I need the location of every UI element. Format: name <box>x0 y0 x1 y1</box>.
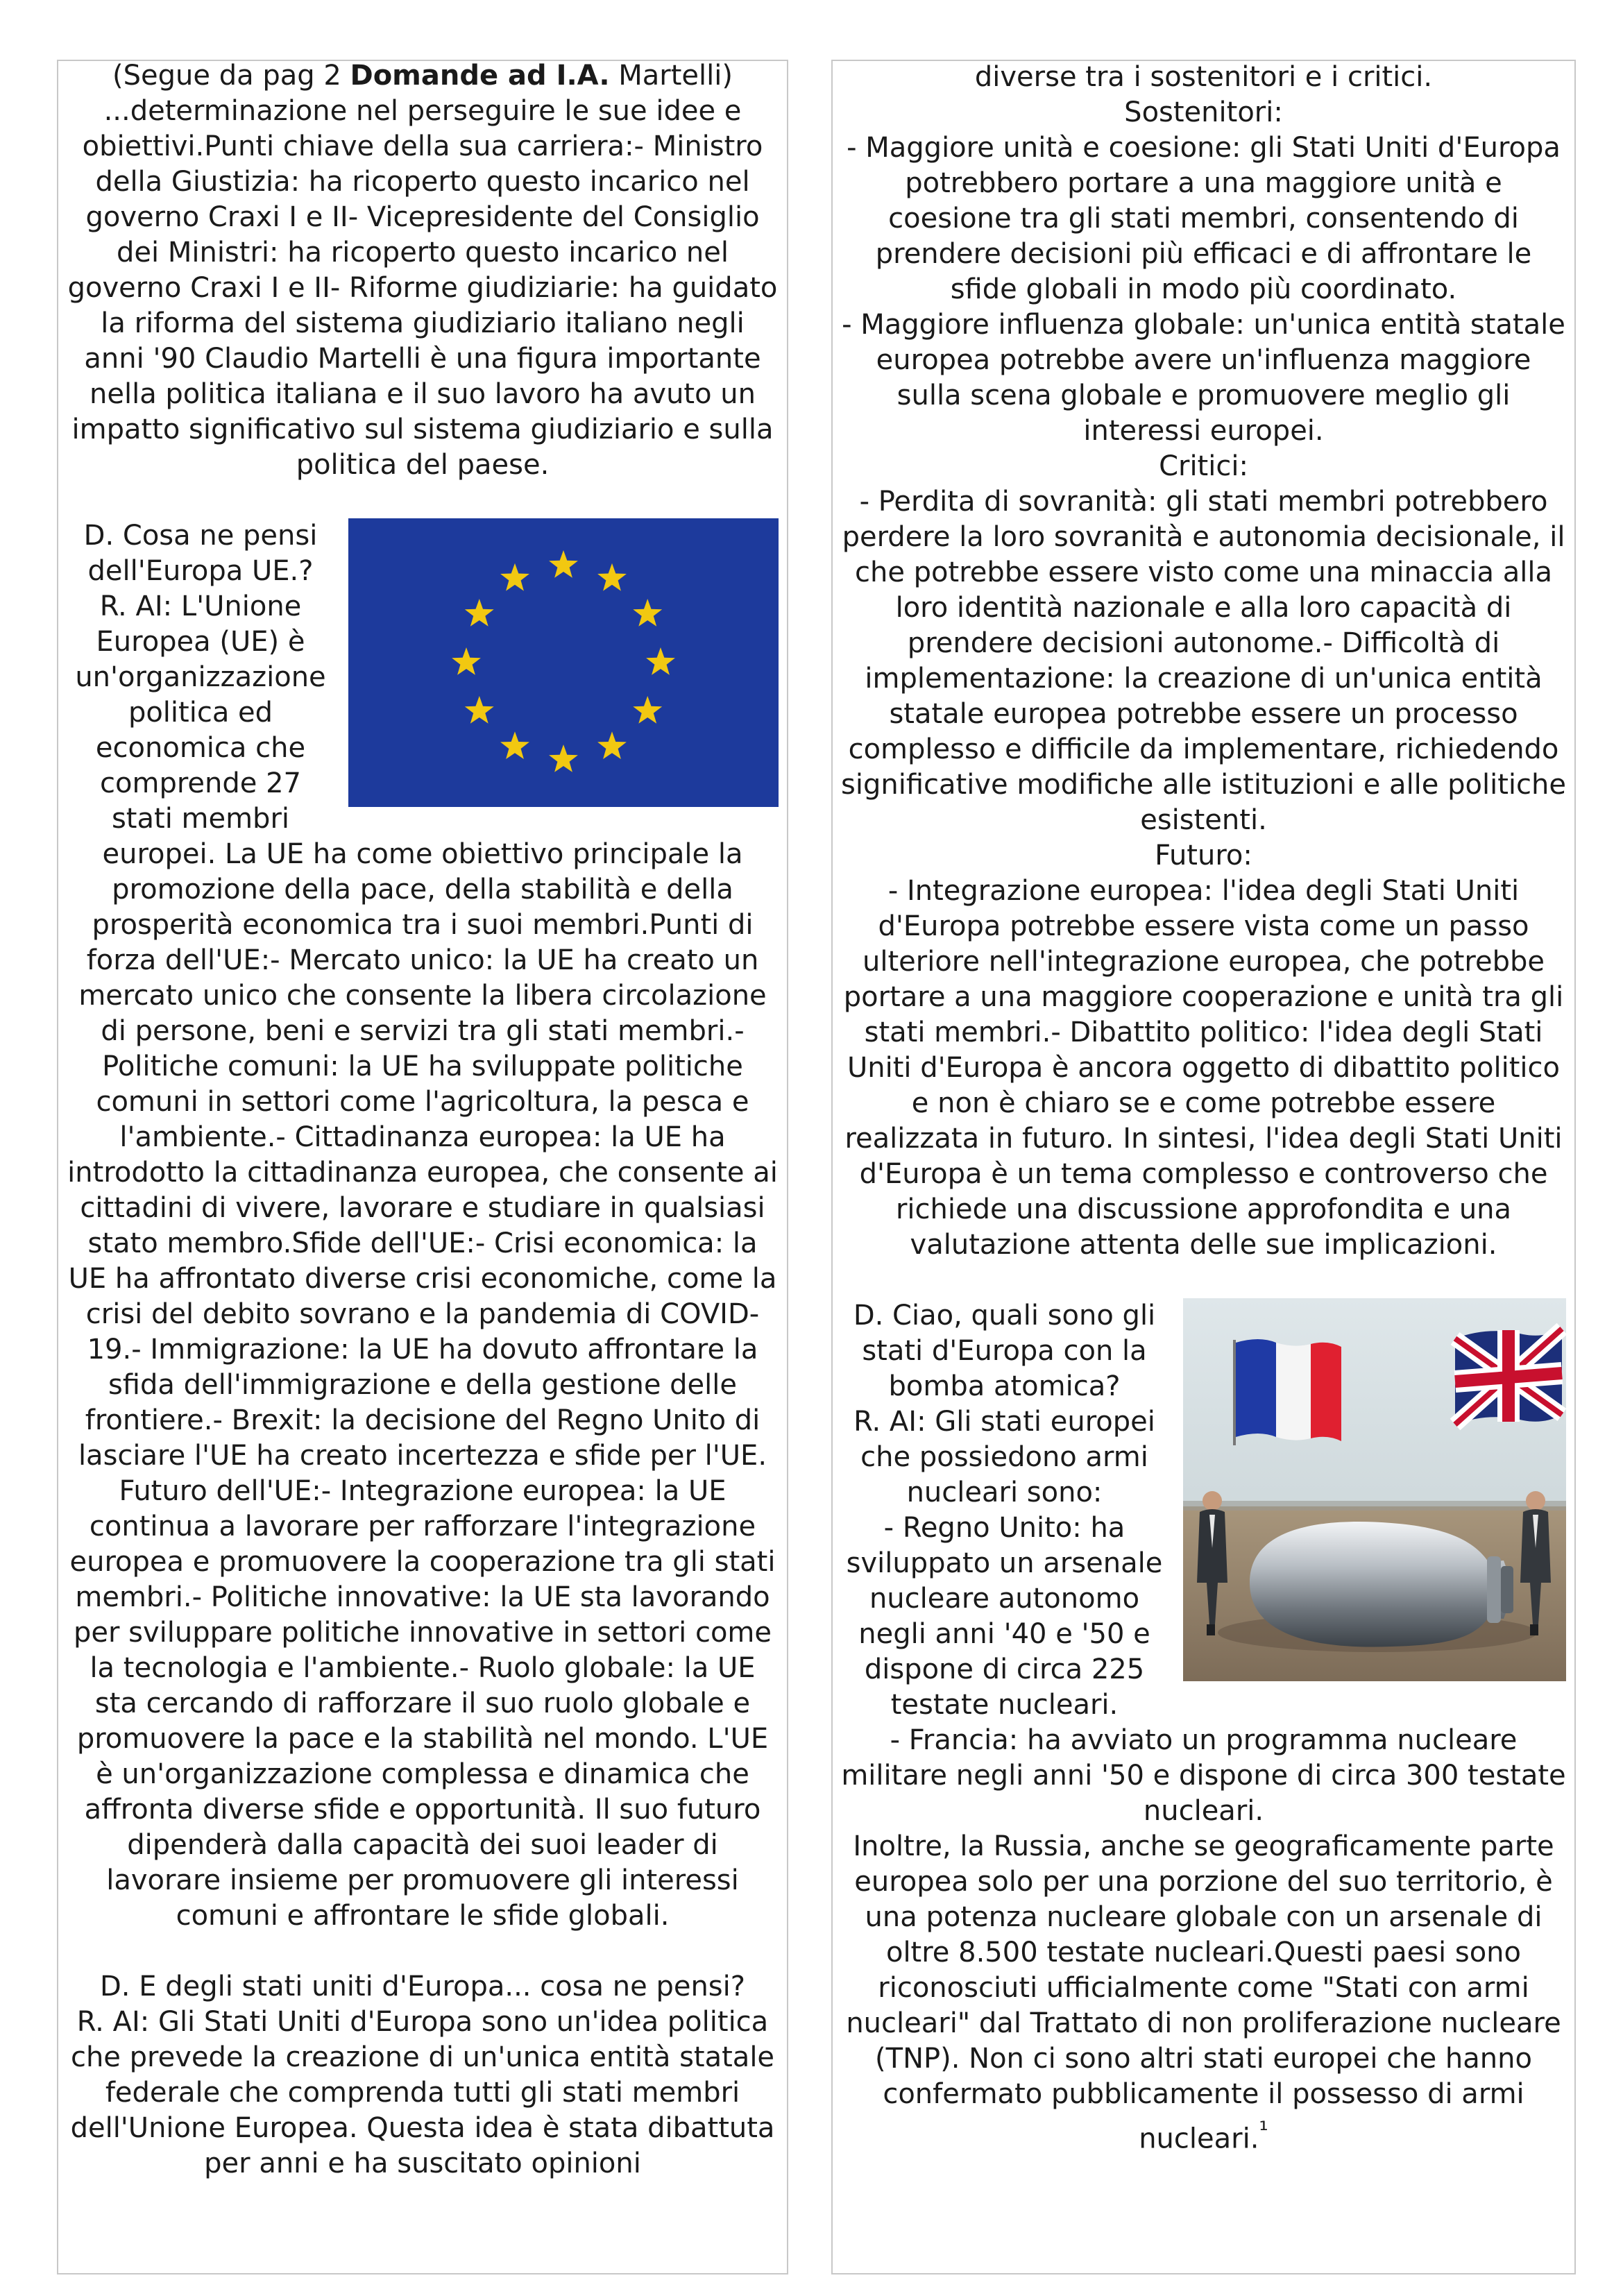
answer-continuation: diverse tra i sostenitori e i critici. <box>974 61 1433 93</box>
nuclear-illustration-svg <box>1183 1298 1566 1681</box>
answer-france: - Francia: ha avviato un programma nucleare militare negli anni '50 e dispone di circa 300 testate nucleari. <box>841 1724 1566 1827</box>
continuation-header <box>67 60 779 94</box>
question-usa-europe: D. E degli stati uniti d'Europa... cosa ne pensi? <box>100 1971 745 2002</box>
eu-flag-image <box>348 518 779 810</box>
eu-flag-svg <box>348 518 779 807</box>
answer-eu: R. AI: L'Unione Europea (UE) è un'organizzazione politica ed economica che comprende 27 stati membri europei. La UE ha come obiettivo principale la promozione della pace, della stabilità e della prosperità economica tra i suoi membri.Punti di forza dell'UE:- Mercato unico: la UE ha creato un mercato unico che consente la libera circolazione di persone, beni e servizi tra gli stati membri.- Politiche comuni: la UE ha sviluppate politiche comuni in settori come l'agricoltura, la pesca e l'ambiente.- Cittadinanza europea: la UE ha introdotto la cittadinanza europea, che consente ai cittadini di vivere, lavorare e studiare in qualsiasi stato membro.Sfide dell'UE:- Crisi economica: la UE ha affrontato diverse crisi economiche, come la crisi del debito sovrano e la pandemia di COVID-19.- Immigrazione: la UE ha dovuto affrontare la sfida dell'immigrazione e della gestione delle frontiere.- Brexit: la decisione del Regno Unito di lasciare l'UE ha creato incertezza e sfide per l'UE. Futuro dell'UE:- Integrazione europea: la UE continua a lavorare per rafforzare l'integrazione europea e promuovere la cooperazione tra gli stati membri.- Politiche innovative: la UE sta lavorando per sviluppare politiche innovative in settori come la tecnologia e l'ambiente.- Ruolo globale: la UE sta cercando di rafforzare il suo ruolo globale e promuovere la pace e la stabilità nel mondo. L'UE è un'organizzazione complessa e dinamica che affronta diverse sfide e opportunità. Il suo futuro dipenderà dalla capacità dei suoi leader di lavorare insieme per promuovere gli interessi comuni e affrontare le sfide globali. <box>67 590 778 1932</box>
critici-points: - Perdita di sovranità: gli stati membri potrebbero perdere la loro sovranità e autonomia decisionale, il che potrebbe essere visto come una minaccia alla loro identità nazionale e alla loro capacità di prendere decisioni autonome.- Difficoltà di implementazione: la creazione di un'unica entità statale europea potrebbe essere un processo complesso e difficile da implementare, richiedendo significative modifiche alle istituzioni e alle politiche esistenti. <box>841 486 1566 836</box>
question-nuclear: D. Ciao, quali sono gli stati d'Europa con la bomba atomica? <box>853 1300 1156 1402</box>
header-suffix: Martelli) <box>609 60 733 92</box>
sostenitori-heading: Sostenitori: <box>1124 96 1283 128</box>
answer-nuclear-intro: R. AI: Gli stati europei che possiedono armi nucleari sono: <box>853 1406 1155 1508</box>
french-flag-icon <box>1234 1339 1341 1445</box>
left-column <box>57 60 788 2274</box>
answer-usa-europe: R. AI: Gli Stati Uniti d'Europa sono un'idea politica che prevede la creazione di un'unica entità statale federale che comprenda tutti gli stati membri dell'Unione Europea. Questa idea è stata dibattuta per anni e ha suscitato opinioni <box>70 2006 775 2179</box>
sostenitori-point-1: - Maggiore unità e coesione: gli Stati Uniti d'Europa potrebbero portare a una maggiore unità e coesione tra gli stati membri, consentendo di prendere decisioni più efficaci e di affrontare le sfide globali in modo più coordinato. <box>847 132 1561 305</box>
footnote-mark: ¹ <box>1259 2116 1268 2143</box>
right-column <box>831 60 1576 2274</box>
critici-heading: Critici: <box>1159 450 1248 482</box>
nuclear-illustration <box>1183 1298 1566 1684</box>
header-bold: Domande ad I.A. <box>350 60 610 92</box>
answer-closing: Inoltre, la Russia, anche se geograficamente parte europea solo per una porzione del suo territorio, è una potenza nucleare globale con un arsenale di oltre 8.500 testate nucleari.Questi paesi sono riconosciuti ufficialmente come "Stati con armi nucleari" dal Trattato di non proliferazione nucleare (TNP). Non ci sono altri stati europei che hanno confermato pubblicamente il possesso di armi nucleari. <box>846 1830 1561 2155</box>
question-eu: D. Cosa ne pensi dell'Europa UE.? <box>83 520 318 587</box>
uk-flag-icon <box>1455 1329 1562 1425</box>
martelli-intro: ...determinazione nel perseguire le sue idee e obiettivi.Punti chiave della sua carriera:- Ministro della Giustizia: ha ricoperto questo incarico nel governo Craxi I e II- Vicepresidente del Consiglio dei Ministri: ha ricoperto questo incarico nel governo Craxi I e II- Riforme giudiziarie: ha guidato la riforma del sistema giudiziario italiano negli anni '90 Claudio Martelli è una figura importante nella politica italiana e il suo lavoro ha avuto un impatto significativo sul sistema giudiziario e sulla politica del paese. <box>67 95 778 481</box>
horizon <box>1183 1501 1566 1511</box>
futuro-heading: Futuro: <box>1155 840 1252 871</box>
sostenitori-point-2: - Maggiore influenza globale: un'unica entità statale europea potrebbe avere un'influenza maggiore sulla scena globale e promuovere meglio gli interessi europei. <box>842 309 1565 447</box>
header-prefix: (Segue da pag 2 <box>112 60 350 92</box>
futuro-points: - Integrazione europea: l'idea degli Stati Uniti d'Europa potrebbe essere vista come un passo ulteriore nell'integrazione europea, che potrebbe portare a una maggiore cooperazione e unità tra gli stati membri.- Dibattito politico: l'idea degli Stati Uniti d'Europa è ancora oggetto di dibattito politico e non è chiaro se e come potrebbe essere realizzata in futuro. In sintesi, l'idea degli Stati Uniti d'Europa è un tema complesso e controverso che richiede una discussione approfondita e una valutazione attenta delle sue implicazioni. <box>843 875 1564 1261</box>
answer-uk: - Regno Unito: ha sviluppato un arsenale nucleare autonomo negli anni '40 e '50 e dispone di circa 225 testate nucleari. <box>846 1512 1163 1721</box>
